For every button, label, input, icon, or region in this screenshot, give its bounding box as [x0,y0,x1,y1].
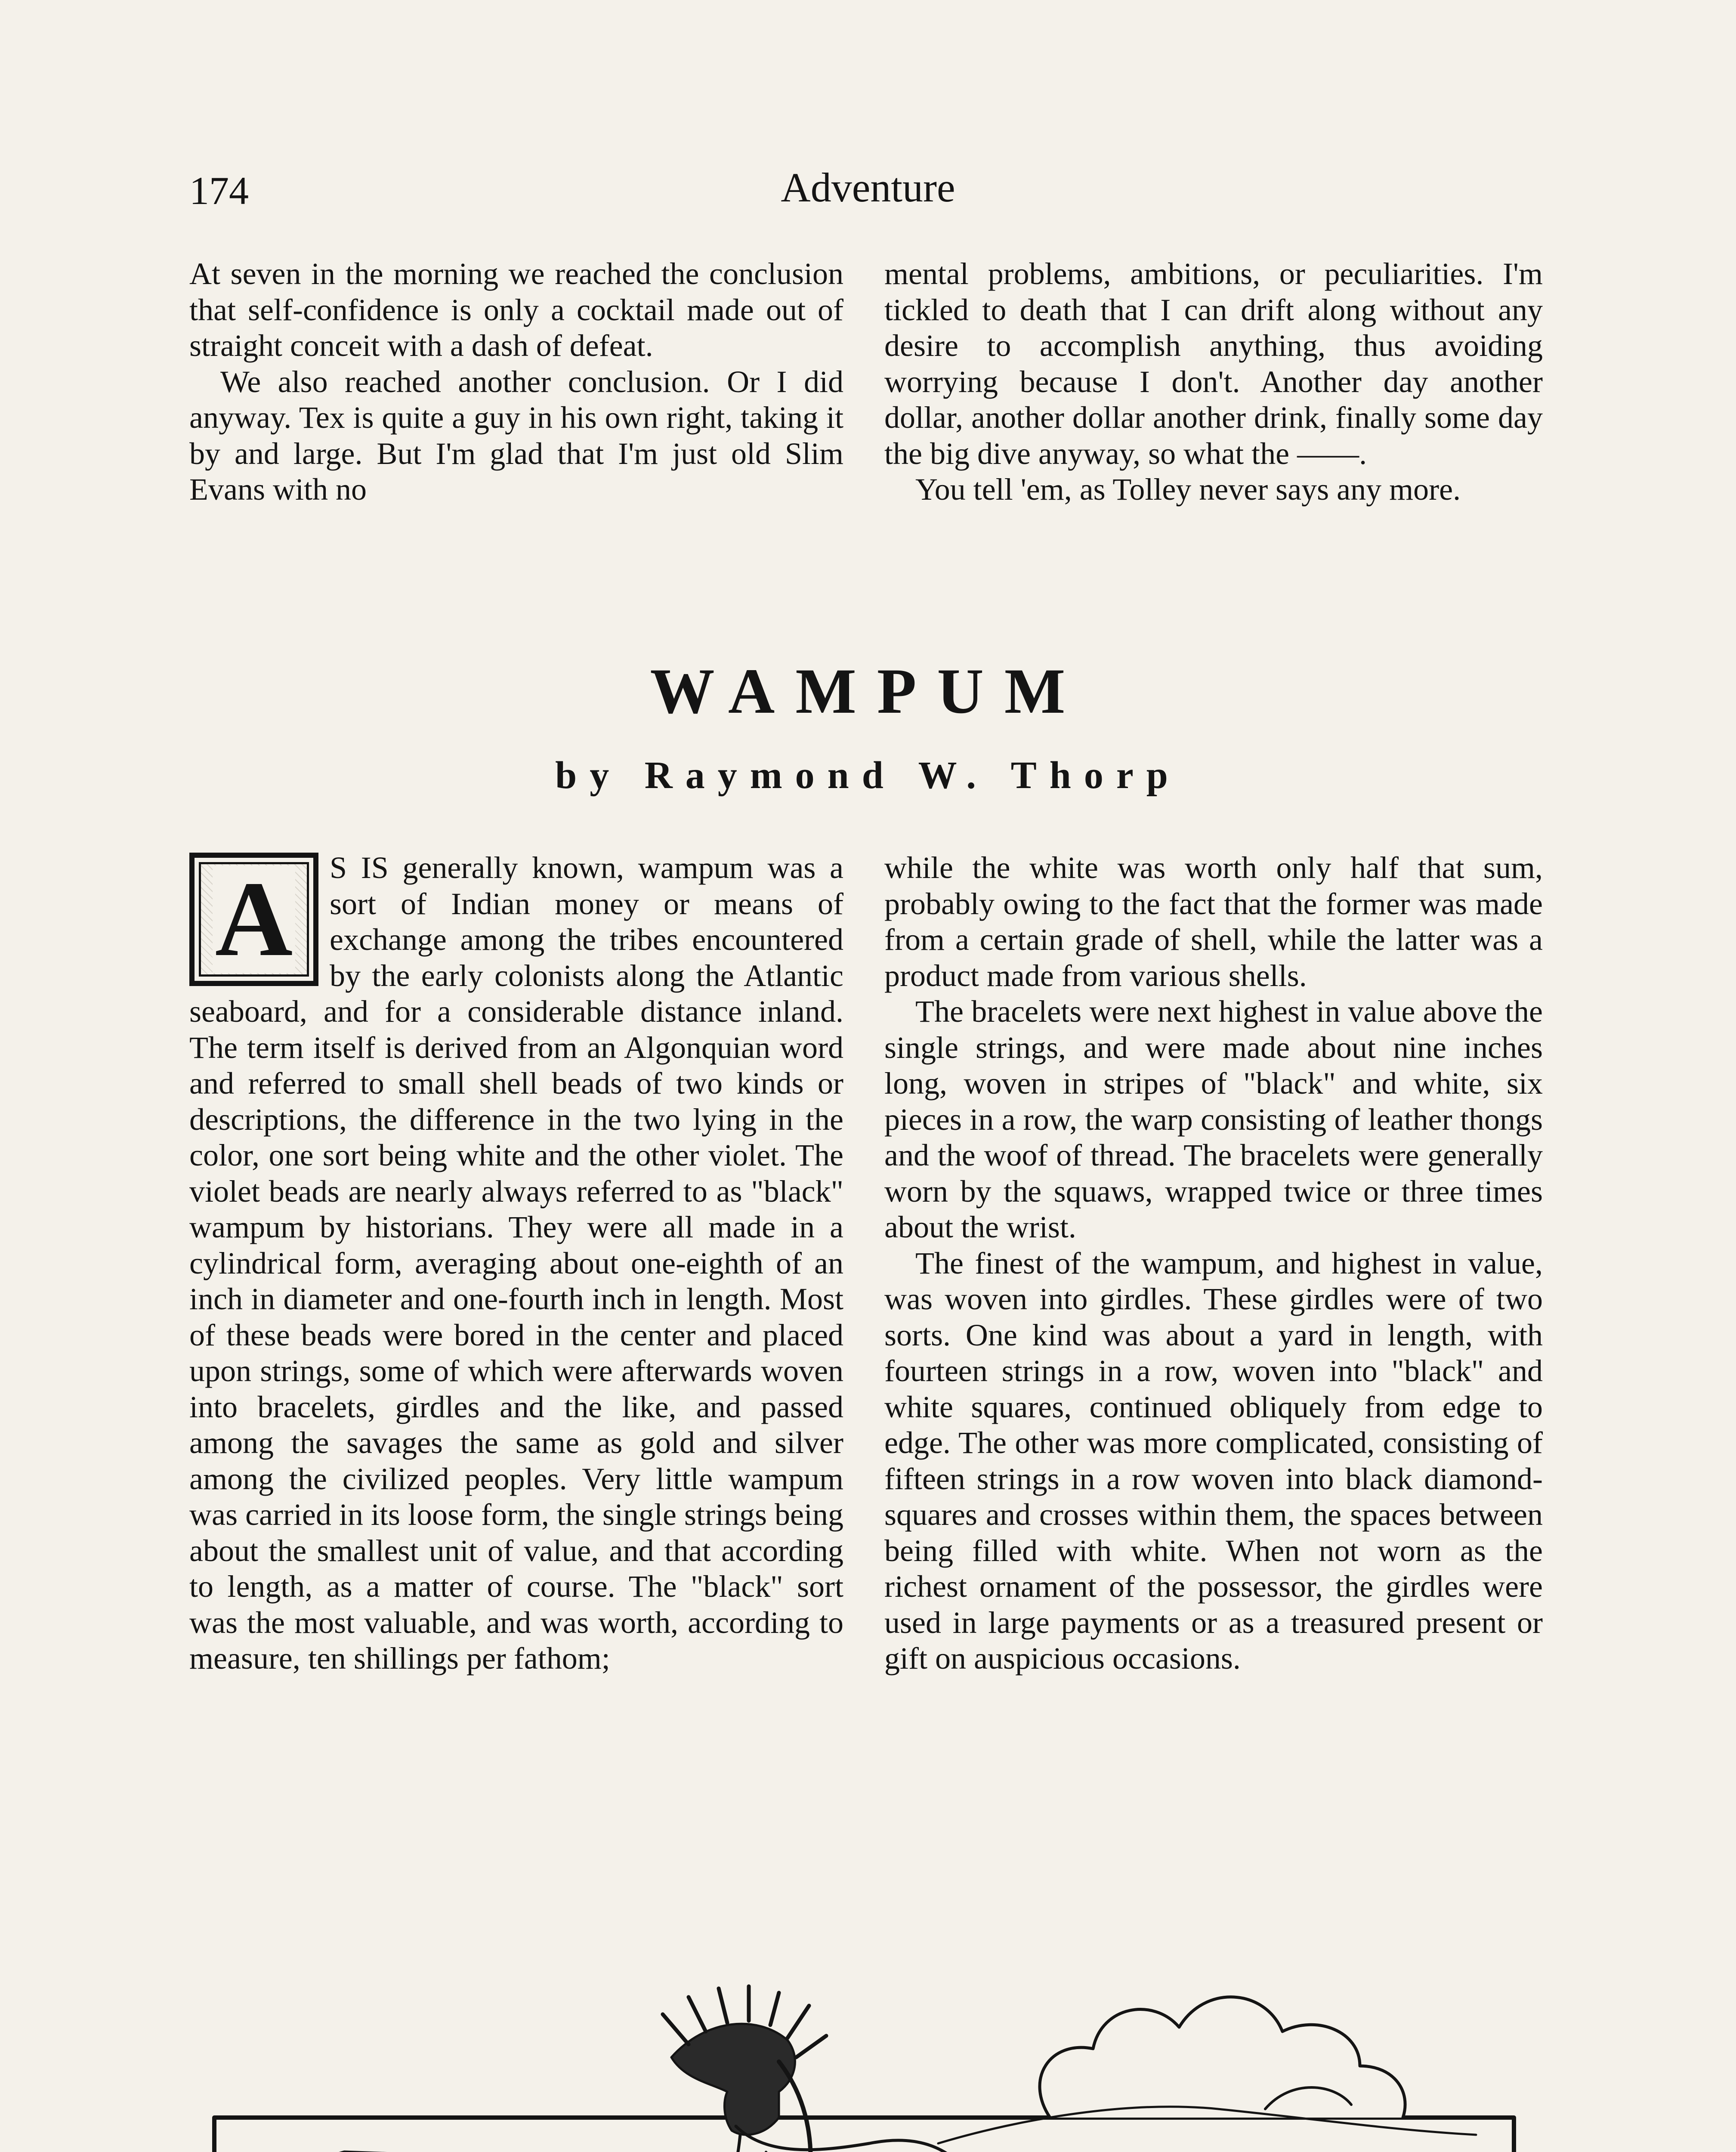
paragraph: The finest of the wampum, and highest in value, was woven into girdles. These girdles were of two sorts. One kind was about a yard in length, with fourteen strings in a row, woven into "black" and white squares, continued obliquely from edge to edge. The other was more complicated, consisting of fifteen strings in a row woven into black diamond-squares and crosses within them, the spaces between being filled with white. When not worn as the richest ornament of the possessor, the girdles were used in large payments or as a treasured present or gift on auspicious occasions. [884,1246,1543,1676]
article-byline: by Raymond W. Thorp [555,754,1181,797]
page-number: 174 [189,169,249,213]
article-right-column [884,850,1543,1677]
paragraph: We also reached another conclusion. Or I did anyway. Tex is quite a guy in his own right, taking it by and large. But I'm glad that I'm just old Slim Evans with no [189,364,843,507]
paragraph: S IS generally known, wampum was a sort of Indian money or means of exchange among the tribes encountered by the early colonists along the Atlantic seaboard, and for a considerable distance inland. The term itself is derived from an Algonquian word and referred to small shell beads of two kinds or descriptions, the difference in the two lying in the color, one sort being white and the other violet. The violet beads are nearly always referred to as "black" wampum by historians. They were all made in a cylindrical form, averaging about one-eighth of an inch in diameter and one-fourth inch in length. Most of these beads were bored in the center and placed upon strings, some of which were afterwards woven into bracelets, girdles and the like, and passed among the savages the same as gold and silver among the civilized peoples. Very little wampum was carried in its loose form, the single strings being about the smallest unit of value, and that according to length, as a matter of course. The "black" sort was the most valuable, and was worth, according to measure, ten shillings per fathom; [189,850,843,1676]
paragraph: The bracelets were next highest in value above the single strings, and were made about nine inches long, woven in stripes of "black" and white, six pieces in a row, the warp consisting of leather thongs and the woof of thread. The bracelets were generally worn by the squaws, wrapped twice or three times about the wrist. [884,994,1543,1244]
drop-cap-letter: A [213,866,296,973]
paragraph: You tell 'em, as Tolley never says any more. [915,472,1461,507]
article-left-column [189,850,843,1677]
drop-cap [189,853,318,986]
paragraph: At seven in the morning we reached the conclusion that self-confidence is only a cocktail made out of straight conceit with a dash of defeat. [189,257,843,363]
landscape-illustration [207,1877,1523,2152]
indian-figure [628,1986,986,2152]
previous-story-left-column [189,256,843,508]
clouds [1040,1997,1405,2118]
previous-story-right-column [884,256,1543,508]
running-head: Adventure [781,164,955,210]
article-title: WAMPUM [650,655,1086,727]
paragraph: while the white was worth only half that sum, probably owing to the fact that the former was made from a certain grade of shell, while the latter was a product made from various shells. [884,850,1543,993]
paragraph: mental problems, ambitions, or peculiarities. I'm tickled to death that I can drift along without any desire to accomplish anything, thus avoiding worrying because I don't. Another day another dollar, another dollar another drink, finally some day the big dive anyway, so what the ——. [884,257,1543,471]
